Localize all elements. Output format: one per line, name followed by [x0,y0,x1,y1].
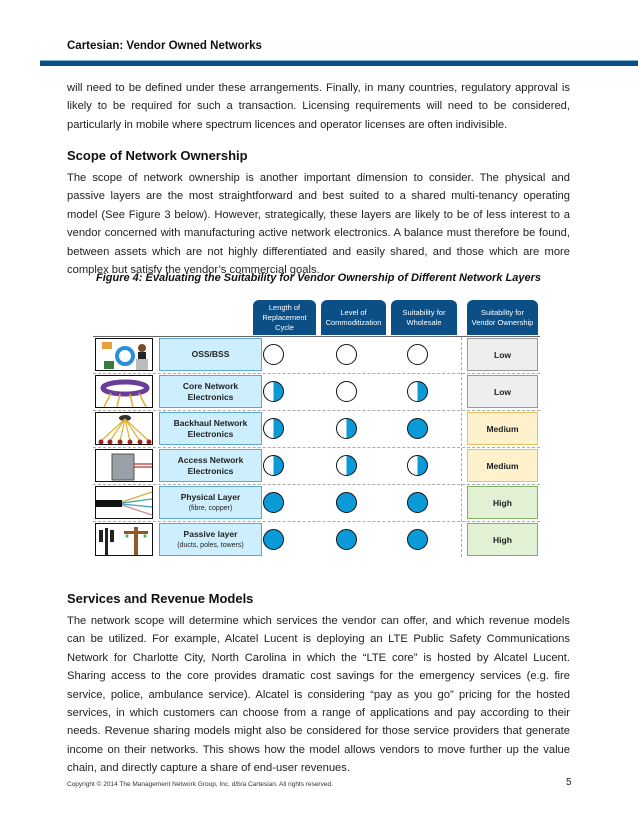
table-row [93,338,540,373]
harvey-ball-empty [336,344,357,365]
ownership-rating: Medium [467,449,538,482]
harvey-ball-full [263,529,284,550]
section-heading-scope: Scope of Network Ownership [67,148,248,163]
ownership-rating: Low [467,338,538,371]
section-heading-services: Services and Revenue Models [67,591,254,606]
harvey-ball-full [263,492,284,513]
services-paragraph: The network scope will determine which services the vendor can offer, and which revenue models can be utilized. For example, Alcatel Lucent is deploying an LTE Public Safety Communications Network for Charlotte City, North Carolina in which the “LTE core” is hosted by Alcatel Lucent. Sharing access to the core provides dramatic cost savings for the emergency services (e.g. fire service, police, ambulance service). Alcatel is considering “pay as you go” pricing for the hosted services, in which customers can choose from a range of applications and pay according to their needs. Revenue sharing models might also be considered for those service providers that generate income on their networks. This shows how the model allows vendors to move further up the value chain, and directly capture a share of end-user revenues. [67,615,570,775]
layer-subtitle: (fibre, copper) [188,504,233,512]
footer-copyright: Copyright © 2014 The Management Network Group, Inc. d/b/a Cartesian. All rights reserved. [67,781,333,788]
table-row [93,449,540,484]
row-divider [93,521,540,522]
harvey-ball-half [336,418,357,439]
layer-label [159,523,262,556]
column-header-replacement-cycle: Length of Replacement Cycle [253,300,316,335]
harvey-ball-full [336,492,357,513]
running-header: Cartesian: Vendor Owned Networks [67,40,262,52]
cable-icon [95,486,153,519]
core-network-icon [95,375,153,408]
layer-name: Access Network Electronics [177,454,244,476]
layer-label [159,375,262,408]
harvey-ball-half [407,455,428,476]
layer-name: Backhaul Network Electronics [173,417,248,439]
row-divider [93,484,540,485]
harvey-ball-half [336,455,357,476]
header-rule [40,60,638,66]
layer-label [159,449,262,482]
tower-pole-icon [95,523,153,556]
figure-caption: Figure 4: Evaluating the Suitability for Vendor Ownership of Different Network Layers [96,272,541,284]
harvey-ball-empty [336,381,357,402]
layer-subtitle: (ducts, poles, towers) [177,541,244,549]
layer-name: Physical Layer [180,491,241,502]
backhaul-icon [95,412,153,445]
table-row [93,412,540,447]
table-row [93,523,540,558]
row-divider [93,447,540,448]
harvey-ball-half [263,418,284,439]
layer-name: OSS/BSS [191,349,230,359]
harvey-ball-full [407,418,428,439]
table-row [93,486,540,521]
table-row [93,375,540,410]
layer-name: Passive layer [183,528,238,539]
harvey-ball-full [407,529,428,550]
ownership-rating: Low [467,375,538,408]
access-cabinet-icon [95,449,153,482]
table-header-rule [93,336,540,337]
column-header-wholesale: Suitability for Wholesale [391,300,457,335]
layer-label [159,486,262,519]
ownership-rating: High [467,523,538,556]
ownership-rating: Medium [467,412,538,445]
layer-name: Core Network Electronics [182,380,239,402]
harvey-ball-half [263,381,284,402]
row-divider [93,373,540,374]
column-header-vendor-ownership: Suitability for Vendor Ownership [467,300,538,335]
column-header-commoditization: Level of Commoditization [321,300,386,335]
oss-bss-icon [95,338,153,371]
harvey-ball-empty [407,344,428,365]
ownership-rating: High [467,486,538,519]
layer-label [159,412,262,445]
harvey-ball-half [263,455,284,476]
harvey-ball-half [407,381,428,402]
scope-paragraph: The scope of network ownership is another important dimension to consider. The physical and passive layers are the most straightforward and best suited to a shared multi-tenancy operating model (See Figure 3 below). However, strategically, these layers are likely to be of less interest to a vendor concerned with manufacturing active network electronics. A balance must therefore be found, between assets which are not highly differentiated and easily shared, and those which are more complex but satisfy the vendor’s commercial goals. [67,172,570,277]
layer-label [159,338,262,371]
harvey-ball-full [336,529,357,550]
harvey-ball-full [407,492,428,513]
intro-paragraph: will need to be defined under these arrangements. Finally, in many countries, regulatory approval is likely to be required for such a transaction. Licensing requirements will need to be considered, particularly in mobile where spectrum licences and operator licenses are often indivisible. [67,82,570,131]
harvey-ball-empty [263,344,284,365]
page-number: 5 [566,777,572,788]
row-divider [93,410,540,411]
